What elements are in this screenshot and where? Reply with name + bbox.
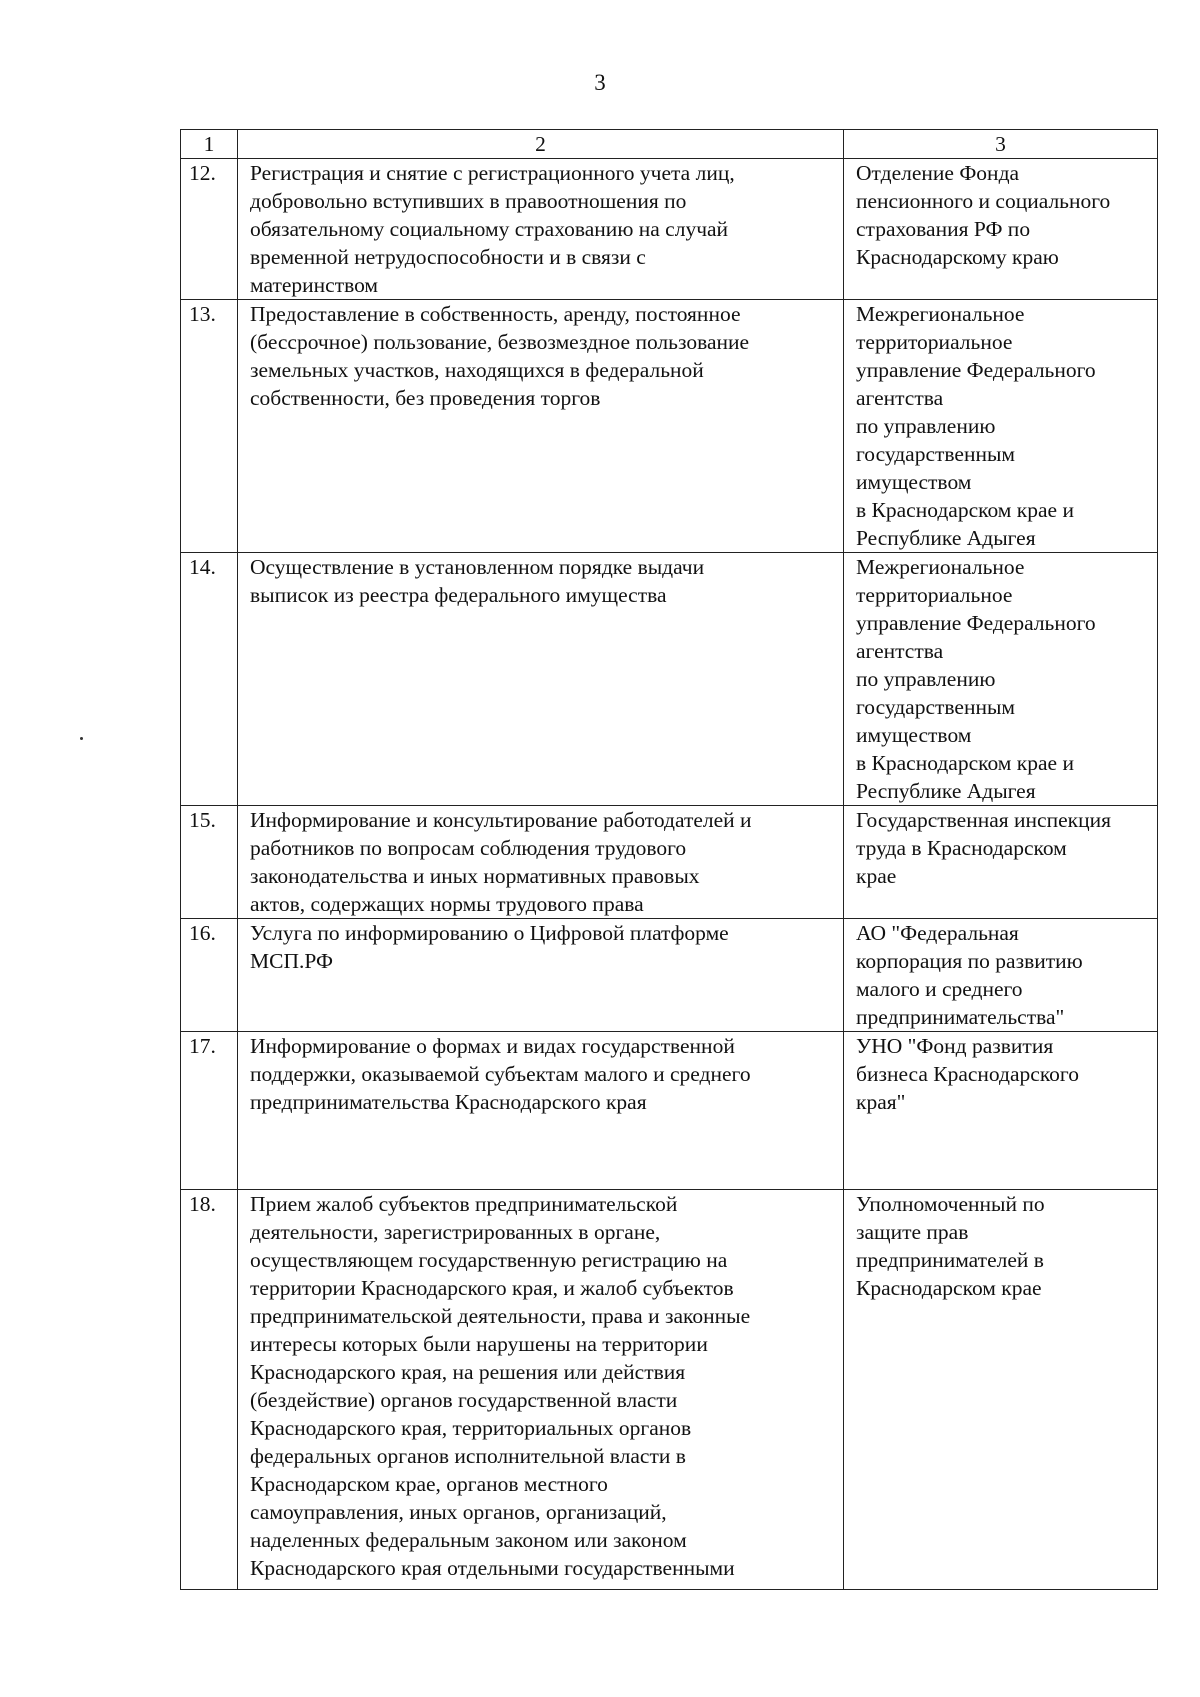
service-description: Предоставление в собственность, аренду, постоянное (бессрочное) пользование, безвозмездное пользование земельных участков, находящихся в федеральной собственности, без проведения торгов — [238, 300, 844, 553]
service-description: Информирование о формах и видах государственной поддержки, оказываемой субъектам малого и среднего предпринимательства Краснодарского края — [238, 1032, 844, 1190]
service-description: Регистрация и снятие с регистрационного учета лиц, добровольно вступивших в правоотношения по обязательному социальному страхованию на случай временной нетрудоспособности и в связи с материнством — [238, 159, 844, 300]
page-number: 3 — [594, 70, 606, 95]
responsible-organization: Межрегиональное территориальное управление Федерального агентства по управлению государственным имуществом в Краснодарском крае и Республике Адыгея — [844, 553, 1158, 806]
row-number: 12. — [181, 159, 238, 300]
service-description: Осуществление в установленном порядке выдачи выписок из реестра федерального имущества — [238, 553, 844, 806]
table-row — [181, 300, 1158, 553]
service-description: Информирование и консультирование работодателей и работников по вопросам соблюдения трудового законодательства и иных нормативных правовых актов, содержащих нормы трудового права — [238, 806, 844, 919]
table-header-row — [181, 130, 1158, 159]
row-number: 15. — [181, 806, 238, 919]
table-row — [181, 919, 1158, 1032]
row-number: 18. — [181, 1190, 238, 1590]
row-number: 17. — [181, 1032, 238, 1190]
header-cell-2: 2 — [238, 130, 844, 159]
responsible-organization: Межрегиональное территориальное управление Федерального агентства по управлению государственным имуществом в Краснодарском крае и Республике Адыгея — [844, 300, 1158, 553]
table-row — [181, 1032, 1158, 1190]
service-description: Услуга по информированию о Цифровой платформе МСП.РФ — [238, 919, 844, 1032]
responsible-organization: АО "Федеральная корпорация по развитию малого и среднего предпринимательства" — [844, 919, 1158, 1032]
header-cell-1: 1 — [181, 130, 238, 159]
table-row — [181, 553, 1158, 806]
header-cell-3: 3 — [844, 130, 1158, 159]
services-table — [180, 129, 1158, 1590]
table-row — [181, 1190, 1158, 1590]
table-row — [181, 806, 1158, 919]
responsible-organization: Уполномоченный по защите прав предпринимателей в Краснодарском крае — [844, 1190, 1158, 1590]
service-description: Прием жалоб субъектов предпринимательской деятельности, зарегистрированных в органе, осуществляющем государственную регистрацию на территории Краснодарского края, и жалоб субъектов предпринимательской деятельности, права и законные интересы которых были нарушены на территории Краснодарского края, на решения или действия (бездействие) органов государственной власти Краснодарского края, территориальных органов федеральных органов исполнительной власти в Краснодарском крае, органов местного самоуправления, иных органов, организаций, наделенных федеральным законом или законом Краснодарского края отдельными государственными — [238, 1190, 844, 1590]
row-number: 14. — [181, 553, 238, 806]
stray-mark — [80, 737, 83, 740]
table-row — [181, 159, 1158, 300]
responsible-organization: УНО "Фонд развития бизнеса Краснодарского края" — [844, 1032, 1158, 1190]
responsible-organization: Государственная инспекция труда в Краснодарском крае — [844, 806, 1158, 919]
row-number: 16. — [181, 919, 238, 1032]
row-number: 13. — [181, 300, 238, 553]
responsible-organization: Отделение Фонда пенсионного и социального страхования РФ по Краснодарскому краю — [844, 159, 1158, 300]
